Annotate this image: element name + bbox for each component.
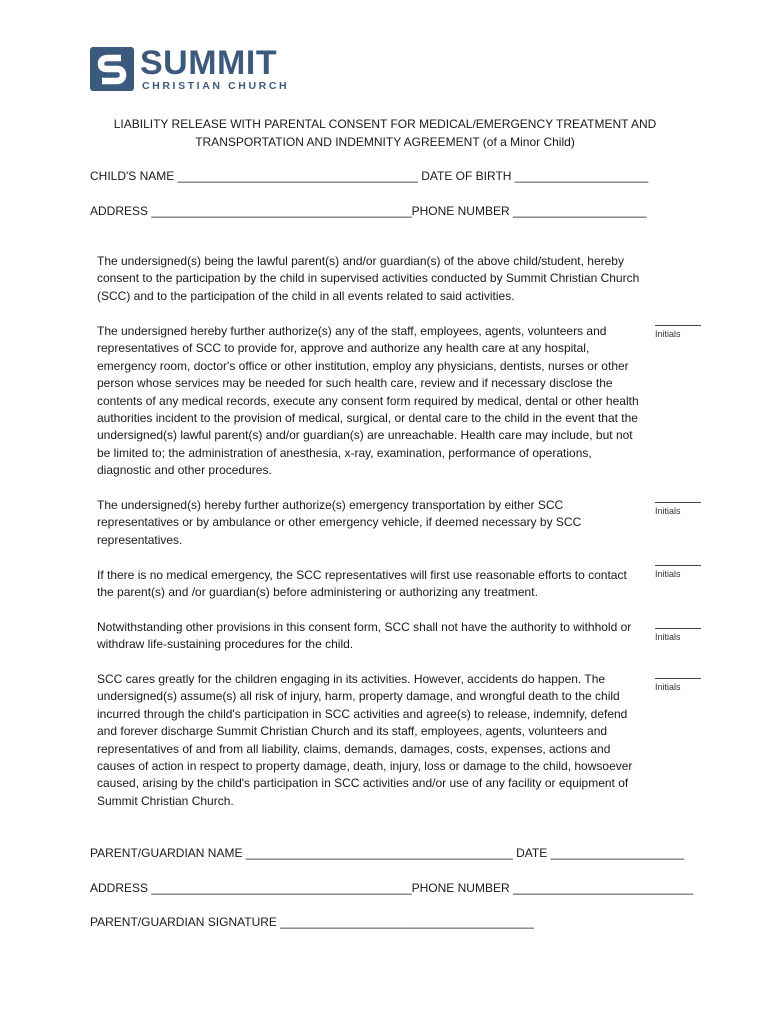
initials-label: Initials xyxy=(655,632,681,642)
parent-name-date-field[interactable]: PARENT/GUARDIAN NAME ________________________________________ DATE ____________________ xyxy=(90,846,685,860)
summit-logo xyxy=(90,44,290,95)
transportation-paragraph: The undersigned(s) hereby further authorize(s) emergency transportation by either SCC representatives or by ambulance or other emergency vehicle, if deemed necessary by SCC representatives. xyxy=(97,498,582,547)
initials-field-life-sustaining[interactable] xyxy=(655,622,701,642)
initials-blank xyxy=(655,672,701,679)
child-name-dob-field[interactable]: CHILD'S NAME ____________________________________ DATE OF BIRTH ____________________ xyxy=(90,169,649,183)
initials-blank xyxy=(655,496,701,503)
parent-address-phone-field[interactable]: ADDRESS _______________________________________PHONE NUMBER ___________________________ xyxy=(90,881,694,895)
initials-blank xyxy=(655,559,701,566)
initials-field-non-emergency[interactable] xyxy=(655,559,701,579)
initials-label: Initials xyxy=(655,506,681,516)
initials-field-release[interactable] xyxy=(655,672,701,692)
logo-subtitle: CHRISTIAN CHURCH xyxy=(142,80,290,92)
initials-label: Initials xyxy=(655,682,681,692)
initials-blank xyxy=(655,622,701,629)
release-paragraph: SCC cares greatly for the children engaging in its activities. However, accidents do happen. The undersigned(s) assume(s) all risk of injury, harm, property damage, and wrongful death to the child incurred through the child's participation in SCC activities and agree(s) to release, indemnify, defend and forever discharge Summit Christian Church and its staff, employees, agents, volunteers and representatives of and from all liability, claims, demands, damages, costs, expenses, actions and causes of action in respect to property damage, death, injury, loss or damage to the child, howsoever caused, arising by the child's participation in SCC activities and/or use of any facility or equipment of Summit Christian Church. xyxy=(97,672,633,808)
initials-label: Initials xyxy=(655,329,681,339)
initials-field-medical[interactable] xyxy=(655,319,701,339)
logo-wordmark: SUMMIT xyxy=(140,44,278,82)
initials-label: Initials xyxy=(655,569,681,579)
summit-s-logo-icon xyxy=(90,47,134,91)
non-emergency-paragraph: If there is no medical emergency, the SCC representatives will first use reasonable efforts to contact the parent(s) and /or guardian(s) before administering or authorizing any treatment. xyxy=(97,568,627,600)
document-title: LIABILITY RELEASE WITH PARENTAL CONSENT FOR MEDICAL/EMERGENCY TREATMENT AND TRANSPORTATION AND INDEMNITY AGREEMENT (of a Minor Child) xyxy=(113,117,657,149)
parent-signature-field[interactable]: PARENT/GUARDIAN SIGNATURE ______________________________________ xyxy=(90,915,534,929)
life-sustaining-paragraph: Notwithstanding other provisions in this consent form, SCC shall not have the authority to withhold or withdraw life-sustaining procedures for the child. xyxy=(97,620,632,652)
medical-authorization-paragraph: The undersigned hereby further authorize(s) any of the staff, employees, agents, volunteers and representatives of SCC to provide for, approve and authorize any health care at any hospital, emergency room, doctor's office or other institution, employ any physicians, dentists, nurses or other person whose services may be needed for such health care, review and if necessary disclose the contents of any medical records, execute any consent form required by medical, dental or other health authorities incident to the provision of medical, surgical, or dental care to the child in the event that the undersigned(s) lawful parent(s) and/or guardian(s) are unreachable. Health care may include, but not be limited to; the administration of anesthesia, x-ray, examination, performance of operations, diagnostic and other procedures. xyxy=(97,324,639,478)
initials-field-transportation[interactable] xyxy=(655,496,701,516)
initials-blank xyxy=(655,319,701,326)
consent-paragraph: The undersigned(s) being the lawful parent(s) and/or guardian(s) of the above child/student, hereby consent to the participation by the child in supervised activities conducted by Summit Christian Church (SCC) and to the participation of the child in all events related to said activities. xyxy=(97,254,640,303)
child-address-phone-field[interactable]: ADDRESS _______________________________________PHONE NUMBER ____________________ xyxy=(90,204,647,218)
